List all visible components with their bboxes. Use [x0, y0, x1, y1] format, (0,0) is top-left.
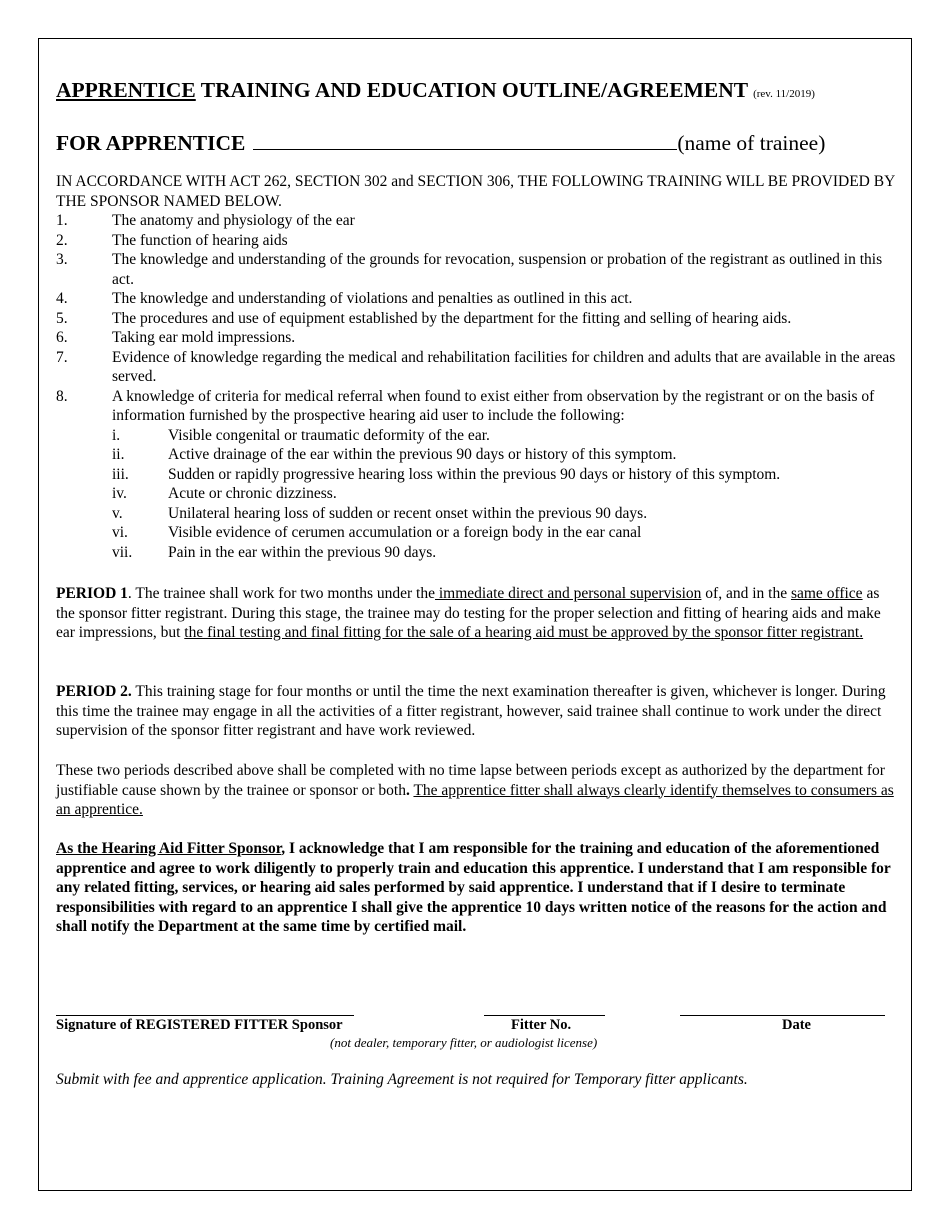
training-list [56, 211, 898, 562]
sub-list-item [112, 484, 898, 504]
license-note: (not dealer, temporary fitter, or audiologist license) [330, 1035, 598, 1050]
list-number: 1. [56, 212, 68, 229]
document-title [56, 78, 815, 103]
sub-list-text: Acute or chronic dizziness. [168, 485, 337, 502]
list-text: Taking ear mold impressions. [112, 329, 296, 346]
list-text: A knowledge of criteria for medical referral when found to exist either from observation by the registrant or on the basis of information furnished by the prospective hearing aid user to include the following: [112, 387, 875, 424]
acknowledgement-paragraph [56, 839, 898, 937]
sub-list-item [112, 465, 898, 485]
title-underlined: APPRENTICE [56, 78, 196, 102]
sub-list-text: Unilateral hearing loss of sudden or recent onset within the previous 90 days. [168, 504, 648, 522]
list-item [56, 250, 898, 289]
sub-list-item [112, 504, 898, 524]
period-2-text: This training stage for four months or until the time the next examination thereafter is given, whichever is longer. During this time the trainee may engage in all the activities of a fitter registrant, however, said trainee shall continue to work under the direct supervision of the sponsor fitter registrant and have work reviewed. [56, 683, 886, 739]
list-item [56, 211, 898, 231]
period-1-text: of, and in the [701, 585, 791, 602]
list-text: Evidence of knowledge regarding the medical and rehabilitation facilities for children and adults that are available in the areas served. [112, 348, 896, 385]
period-1-label: PERIOD 1 [56, 585, 128, 602]
sub-list-text: Visible evidence of cerumen accumulation or a foreign body in the ear canal [168, 524, 642, 541]
list-item [56, 289, 898, 309]
period-1-emphasis: immediate direct and personal supervision [434, 585, 702, 602]
acknowledgement-text: , I acknowledge that I am responsible for the training and education of the aforementioned apprentice and agree to work diligently to properly train and education this apprentice. I understand that I am responsible for any related fitting, services, or hearing aid sales performed by said apprentice. I understand that if I desire to terminate responsibilities with regard to an apprentice I shall give the apprentice 10 days written notice of the reasons for the action and shall notify the Department at the same time by certified mail. [56, 840, 891, 935]
submit-note: Submit with fee and apprentice application. Training Agreement is not required for Temporary fitter applicants. [56, 1071, 748, 1088]
period-1-text: . The trainee shall work for two months under the [127, 585, 435, 602]
trainee-name-field[interactable] [253, 129, 677, 150]
acknowledgement-emphasis: As the Hearing Aid Fitter Sponsor [56, 840, 282, 857]
list-number: 7. [56, 348, 68, 366]
sponsor-signature-label: Signature of REGISTERED FITTER Sponsor [56, 1017, 343, 1033]
list-item [56, 309, 898, 329]
apprentice-name-row [56, 129, 898, 156]
sub-list-text: Pain in the ear within the previous 90 days. [168, 543, 437, 561]
periods-note-paragraph [56, 761, 898, 820]
revision-note: (rev. 11/2019) [753, 88, 815, 100]
periods-note-text: These two periods described above shall be completed with no time lapse between periods except as authorized by the department for justifiable cause shown by the trainee or sponsor or both [56, 762, 885, 799]
periods-note-period: . [405, 781, 410, 799]
sub-list-number: i. [112, 426, 121, 444]
list-text: The knowledge and understanding of violations and penalties as outlined in this act. [112, 290, 633, 307]
sub-list-item [112, 445, 898, 465]
title-rest: TRAINING AND EDUCATION OUTLINE/AGREEMENT [195, 78, 754, 102]
sub-list-number: vii. [112, 543, 133, 561]
list-item [56, 231, 898, 251]
date-label: Date [782, 1017, 811, 1033]
fitter-number-label: Fitter No. [511, 1017, 572, 1033]
list-text: The function of hearing aids [112, 231, 288, 249]
list-item [56, 328, 898, 348]
sub-list-number: iii. [112, 465, 129, 483]
period-1-paragraph [56, 584, 898, 643]
referral-criteria-list [112, 426, 898, 563]
periods-note-emphasis: The apprentice fitter shall always clearly identify themselves to consumers as an apprentice. [56, 781, 894, 818]
sub-list-number: v. [112, 504, 123, 522]
period-1-text: as the sponsor fitter registrant. During this stage, the trainee may do testing for the proper selection and fitting of hearing aids and make ear impressions, but [56, 585, 881, 641]
list-number: 2. [56, 231, 68, 249]
period-2-paragraph [56, 682, 898, 741]
sub-list-text: Visible congenital or traumatic deformity of the ear. [168, 426, 490, 444]
period-1-emphasis: the final testing and final fitting for the sale of a hearing aid must be approved by the sponsor fitter registrant. [184, 624, 864, 641]
period-1-emphasis: same office [790, 585, 863, 602]
sub-list-text: Active drainage of the ear within the previous 90 days or history of this symptom. [168, 446, 677, 463]
list-number: 5. [56, 309, 68, 327]
list-text: The knowledge and understanding of the grounds for revocation, suspension or probation of the registrant as outlined in this act. [112, 251, 883, 288]
list-number: 4. [56, 290, 68, 307]
list-text: The procedures and use of equipment established by the department for the fitting and selling of hearing aids. [112, 309, 792, 327]
sub-list-number: iv. [112, 485, 127, 502]
list-item [56, 387, 898, 563]
fitter-number-line[interactable] [484, 1015, 605, 1016]
sub-list-item [112, 543, 898, 563]
list-number: 8. [56, 387, 68, 405]
period-2-label: PERIOD 2. [56, 683, 132, 700]
trainee-name-hint: (name of trainee) [677, 131, 826, 155]
list-number: 6. [56, 329, 68, 346]
list-text: The anatomy and physiology of the ear [112, 212, 355, 229]
sponsor-signature-line[interactable] [56, 1015, 354, 1016]
list-item [56, 348, 898, 387]
sub-list-item [112, 426, 898, 446]
sub-list-text: Sudden or rapidly progressive hearing loss within the previous 90 days or history of this symptom. [168, 465, 781, 483]
list-number: 3. [56, 251, 68, 268]
sub-list-number: vi. [112, 524, 128, 541]
for-apprentice-label: FOR APPRENTICE [56, 131, 246, 155]
sub-list-number: ii. [112, 446, 125, 463]
sub-list-item [112, 523, 898, 543]
date-line[interactable] [680, 1015, 885, 1016]
intro-paragraph: IN ACCORDANCE WITH ACT 262, SECTION 302 and SECTION 306, THE FOLLOWING TRAINING WILL BE PROVIDED BY THE SPONSOR NAMED BELOW. [56, 173, 895, 210]
